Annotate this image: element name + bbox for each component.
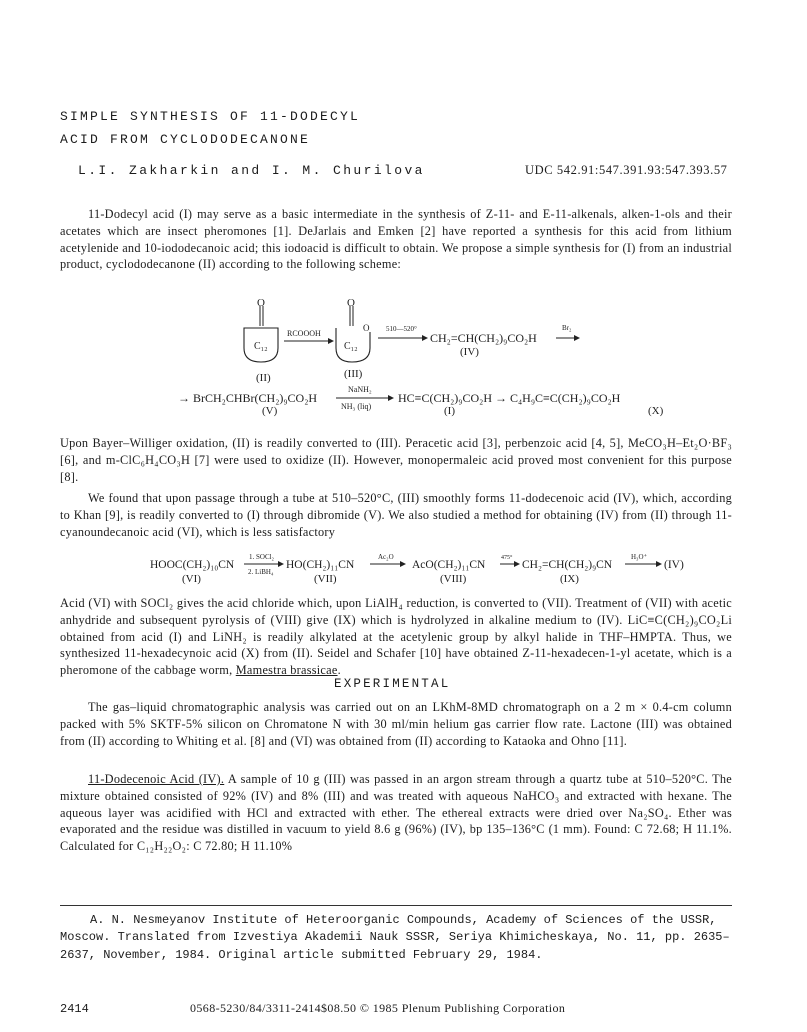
product-IV: CH₂=CH(CH₂)₉CO₂H (430, 331, 537, 345)
title-line-1: SIMPLE SYNTHESIS OF 11-DODECYL (60, 109, 361, 124)
paragraph-5-text: The gas–liquid chromatographic analysis was carried out on an LKhM-8MD chromatograph on a 2 m × 0.4-cm column packed with 5% SKTF-5% silicon on Chromatone N with 30 ml/min helium gas carrier flow rate. Lactone (III) was obtained from (II) according to Whiting et al. [8] and (VI) was obtained from (II) according to Kataoka and Ohno [11]. (60, 700, 732, 748)
title-line-2: ACID FROM CYCLODODECANONE (60, 132, 311, 147)
compound-VI: HOOC(CH₂)₁₀CN (150, 559, 235, 571)
oxygen-III: O (347, 298, 355, 309)
reaction-scheme-1 (160, 298, 740, 420)
label-VIII: (VIII) (440, 573, 467, 585)
reagent-1: RCOOOH (287, 329, 321, 338)
ring-label-II: C₁₂ (254, 341, 268, 352)
paragraph-4-main: Acid (VI) with SOCl₂ gives the acid chloride which, upon LiAlH₄ reduction, is converted to (VII). Treatment of (VII) with acetic anhydride and subsequent pyrolysis of (VIII) give (IX) which is hydrolyzed in alkaline medium to (IV). LiC≡C(CH₂)₉CO₂Li obtained from acid (I) and LiNH₂ is readily alkylated at the acetylenic group by alkyl halide in THF–HMPTA. Thus, we synthesized 11-hexadecynoic acid (X) from (II). Seidel and Schafer [10] have obtained Z-11-hexadecen-1-yl acetate, which is a pheromone of the cabbage worm, (60, 596, 732, 678)
authors: L.I. Zakharkin and I. M. Churilova (78, 163, 425, 178)
reagent-a-top: 1. SOCl₂ (249, 553, 275, 561)
paragraph-3 (60, 490, 732, 540)
arrow-1-head (328, 338, 334, 344)
intro-paragraph (60, 206, 732, 273)
intro-text: 11-Dodecyl acid (I) may serve as a basic intermediate in the synthesis of Z-11- and E-11-alkenals, alken-1-ols and their acetates which are insect pheromones [1]. DeJarlais and Emken [2] have reported a synthesis for this acid from lithium acetylenide and 10-iododecanoic acid; this iodoacid is difficult to obtain. We propose a simple synthesis for (I) from an industrial product, cyclododecanone (II) according to the following scheme: (60, 207, 732, 272)
arrow-d-head (656, 561, 662, 567)
paragraph-6-text (60, 771, 732, 855)
product-IV-2: (IV) (664, 559, 684, 571)
paragraph-4-text (60, 595, 732, 679)
label-IX: (IX) (560, 573, 579, 585)
label-III: (III) (344, 368, 363, 380)
page-number: 2414 (60, 1002, 89, 1016)
label-V: (V) (262, 405, 278, 417)
label-VI: (VI) (182, 573, 201, 585)
compound-VIII: AcO(CH₂)₁₁CN (412, 559, 486, 571)
reagent-b: Ac₂O (378, 553, 394, 561)
paragraph-4-end: . (337, 663, 341, 678)
label-II: (II) (256, 372, 271, 384)
section-heading-experimental: EXPERIMENTAL (334, 677, 451, 691)
reaction-scheme-2 (150, 548, 710, 588)
compound-IX: CH₂=CH(CH₂)₉CN (522, 559, 613, 571)
footnote-divider (60, 905, 732, 906)
reagent-2: 510—520° (386, 325, 417, 333)
arrow-4-head (388, 395, 394, 401)
ring-oxygen-III: O (363, 323, 370, 333)
label-X: (X) (648, 405, 664, 417)
arrow-b-head (400, 561, 406, 567)
oxygen-II: O (257, 298, 265, 309)
reagent-4-bottom: NH₃ (liq) (341, 402, 372, 411)
subsection-heading: 11-Dodecenoic Acid (IV). (88, 772, 225, 786)
paragraph-5 (60, 699, 732, 749)
paragraph-6-body: A sample of 10 g (III) was passed in an argon stream through a quartz tube at 510–520°C. The mixture obtained consisted of 92% (IV) and 8% (III) and was treated with aqueous NaHCO₃ and extracted with hexane. The aqueous layer was acidified with HCl and extracted with ether. The ethereal extracts were dried over Na₂SO₄. Ether was evaporated and the residue was distilled in vacuum to yield 8.6 g (96%) (IV), bp 135–136°C (1 mm). Found: C 72.68; H 11.1%. Calculated for C₁₂H₂₂O₂: C 72.80; H 11.10% (60, 772, 733, 854)
reagent-d: H₃O⁺ (631, 553, 648, 561)
reagent-4-top: NaNH₂ (348, 385, 372, 394)
label-I: (I) (444, 405, 455, 417)
copyright-line: 0568-5230/84/3311-2414$08.50 © 1985 Plenum Publishing Corporation (190, 1001, 566, 1015)
reagent-c: 475° (501, 555, 513, 561)
paragraph-6 (60, 771, 732, 855)
footnote-text: A. N. Nesmeyanov Institute of Heteroorganic Compounds, Academy of Sciences of the USSR, Moscow. Translated from Izvestiya Akademii Nauk SSSR, Seriya Khimicheskaya, No. 11, pp. 2635–2637, November, 1984. Original article submitted February 29, 1984. (60, 913, 730, 962)
reagent-a-bottom: 2. LiBH₄ (248, 568, 274, 576)
footnote (60, 912, 736, 964)
arrow-a-head (278, 561, 284, 567)
arrow-2-head (422, 335, 428, 341)
paragraph-3-text: We found that upon passage through a tube at 510–520°C, (III) smoothly forms 11-dodecenoic acid (IV), which, according to Khan [9], is readily converted to (I) through dibromide (V). We also studied a method for obtaining (IV) from (II) through 11-cyanoundecanoic acid (VI), which is less satisfactory (60, 491, 732, 539)
paragraph-2-text: Upon Bayer–Williger oxidation, (II) is readily converted to (III). Peracetic acid [3], perbenzoic acid [4, 5], MeCO₃H–Et₂O·BF₃ [6], and m-ClC₆H₄CO₃H [7] were used to oxidize (II). However, monopermaleic acid proved most convenient for this purpose [8]. (60, 436, 732, 484)
label-IV: (IV) (460, 346, 479, 358)
product-V: → BrCH₂CHBr(CH₂)₉CO₂H (178, 391, 318, 405)
paragraph-4 (60, 595, 732, 679)
paragraph-2 (60, 435, 732, 485)
product-I: HC≡C(CH₂)₉CO₂H → C₄H₉C≡C(CH₂)₉CO₂H (398, 391, 621, 405)
arrow-3-head (574, 335, 580, 341)
arrow-c-head (514, 561, 520, 567)
ring-label-III: C₁₂ (344, 341, 358, 352)
compound-VII: HO(CH₂)₁₁CN (286, 559, 355, 571)
udc-code: UDC 542.91:547.391.93:547.393.57 (525, 163, 728, 177)
reagent-3: Br₂ (562, 324, 572, 332)
species-name: Mamestra brassicae (235, 663, 338, 678)
label-VII: (VII) (314, 573, 337, 585)
